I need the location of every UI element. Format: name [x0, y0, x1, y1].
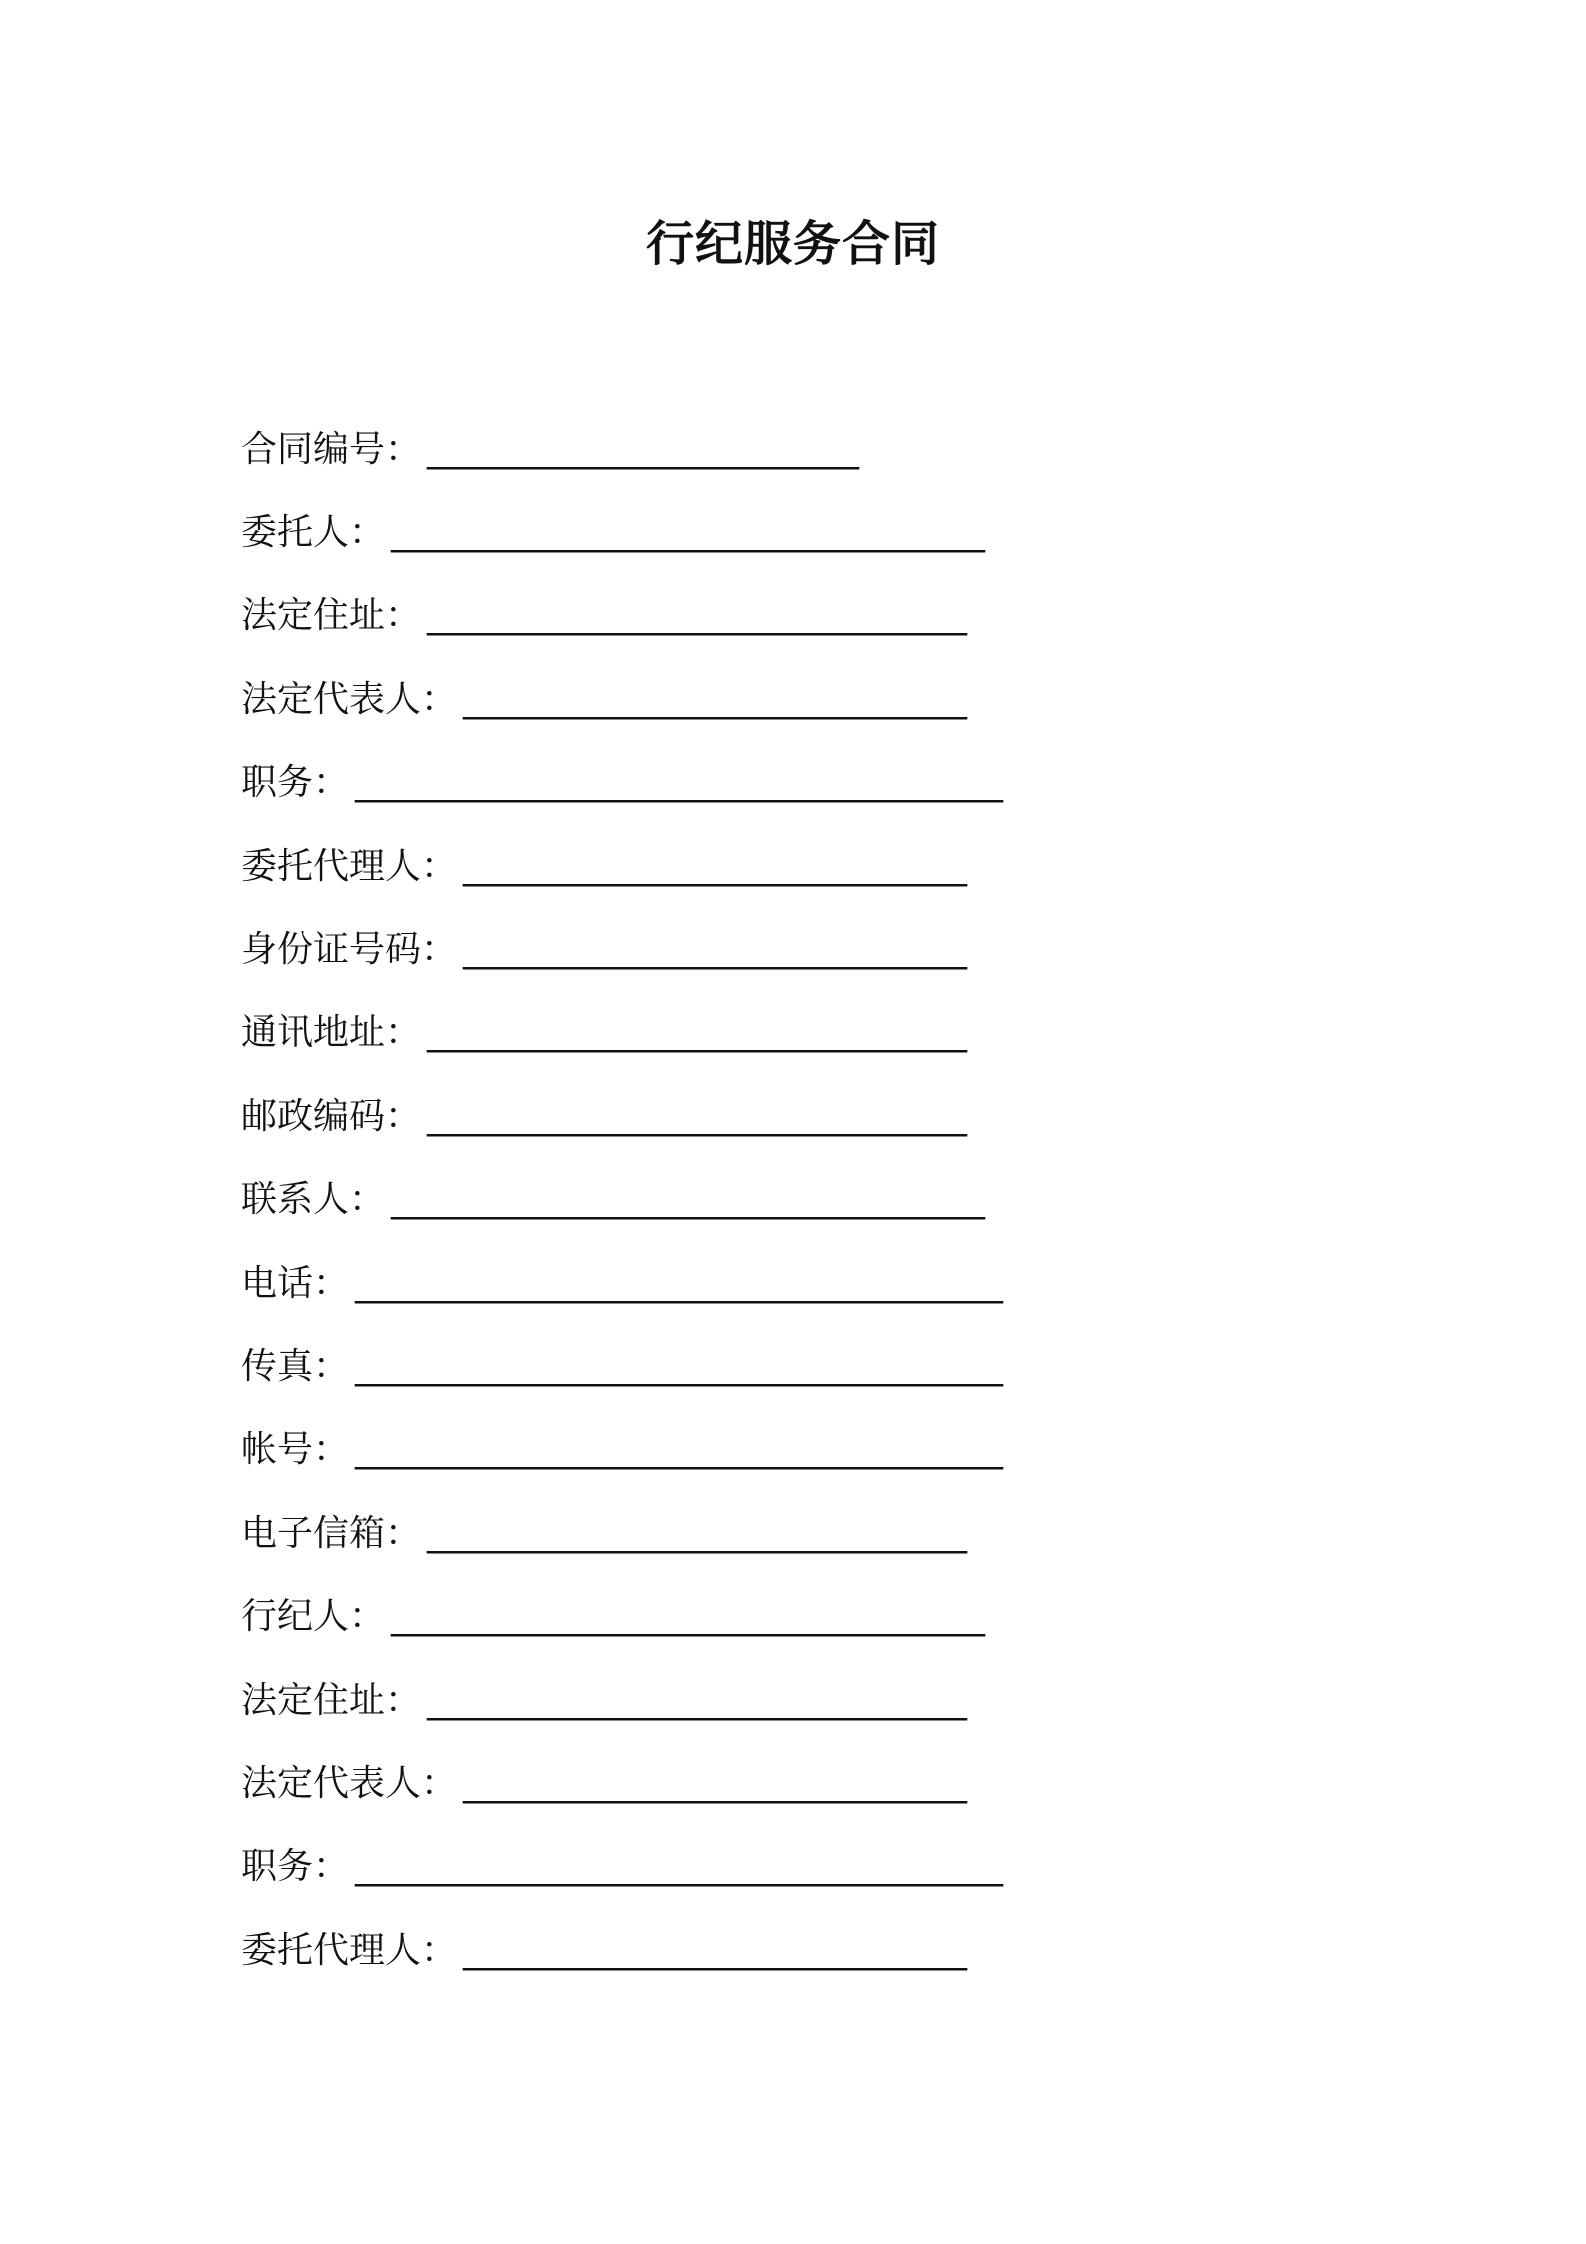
- field-account-number: [241, 1409, 1341, 1492]
- field-label: 身份证号码：: [241, 929, 458, 971]
- field-label: 委托代理人：: [241, 845, 458, 887]
- field-principal-address: [241, 575, 1341, 658]
- field-label: 委托人：: [241, 512, 386, 554]
- field-agent-legal-rep: [241, 1742, 1341, 1825]
- fill-in-blank[interactable]: ______________________________: [427, 595, 968, 637]
- fill-in-blank[interactable]: ____________________________: [463, 678, 968, 720]
- field-contact-person: [241, 1159, 1341, 1242]
- field-label: 联系人：: [241, 1179, 386, 1221]
- field-label: 委托代理人：: [241, 1929, 458, 1971]
- field-principal-position: [241, 742, 1341, 825]
- field-label: 法定代表人：: [241, 1762, 458, 1804]
- field-label: 传真：: [241, 1345, 350, 1387]
- field-agent-representative: [241, 1909, 1341, 1992]
- field-id-number: [241, 908, 1341, 991]
- fill-in-blank[interactable]: ____________________________: [463, 845, 968, 887]
- field-agent-address: [241, 1659, 1341, 1742]
- fill-in-blank[interactable]: ____________________________________: [355, 1262, 1004, 1304]
- field-principal-agent: [241, 825, 1341, 908]
- field-commission-agent: [241, 1575, 1341, 1658]
- field-label: 法定住址：: [241, 1679, 422, 1721]
- field-fax: [241, 1325, 1341, 1408]
- fill-in-blank[interactable]: ____________________________: [463, 1762, 968, 1804]
- field-postal-code: [241, 1075, 1341, 1158]
- fill-in-blank[interactable]: ____________________________: [463, 1929, 968, 1971]
- field-label: 邮政编码：: [241, 1095, 422, 1137]
- fill-in-blank[interactable]: ________________________: [427, 428, 860, 470]
- field-mailing-address: [241, 992, 1341, 1075]
- fill-in-blank[interactable]: _________________________________: [391, 512, 986, 554]
- fill-in-blank[interactable]: _________________________________: [391, 1179, 986, 1221]
- field-label: 通讯地址：: [241, 1012, 422, 1054]
- field-principal: [241, 491, 1341, 574]
- field-label: 帐号：: [241, 1429, 350, 1471]
- fill-in-blank[interactable]: ______________________________: [427, 1512, 968, 1554]
- fill-in-blank[interactable]: ______________________________: [427, 1679, 968, 1721]
- field-phone: [241, 1242, 1341, 1325]
- fill-in-blank[interactable]: ______________________________: [427, 1012, 968, 1054]
- field-label: 行纪人：: [241, 1596, 386, 1638]
- field-label: 职务：: [241, 1846, 350, 1888]
- field-email: [241, 1492, 1341, 1575]
- field-contract-number: [241, 408, 1341, 491]
- field-label: 电话：: [241, 1262, 350, 1304]
- fill-in-blank[interactable]: ____________________________________: [355, 1846, 1004, 1888]
- field-label: 法定住址：: [241, 595, 422, 637]
- field-label: 职务：: [241, 762, 350, 804]
- field-label: 电子信箱：: [241, 1512, 422, 1554]
- fill-in-blank[interactable]: ______________________________: [427, 1095, 968, 1137]
- fill-in-blank[interactable]: ____________________________________: [355, 1345, 1004, 1387]
- fill-in-blank[interactable]: _________________________________: [391, 1596, 986, 1638]
- fill-in-blank[interactable]: ____________________________________: [355, 762, 1004, 804]
- document-title: 行纪服务合同: [645, 216, 940, 272]
- field-label: 法定代表人：: [241, 678, 458, 720]
- field-principal-legal-rep: [241, 658, 1341, 741]
- field-list: [241, 408, 1341, 1992]
- field-agent-position: [241, 1826, 1341, 1909]
- field-label: 合同编号：: [241, 428, 422, 470]
- fill-in-blank[interactable]: ____________________________: [463, 929, 968, 971]
- fill-in-blank[interactable]: ____________________________________: [355, 1429, 1004, 1471]
